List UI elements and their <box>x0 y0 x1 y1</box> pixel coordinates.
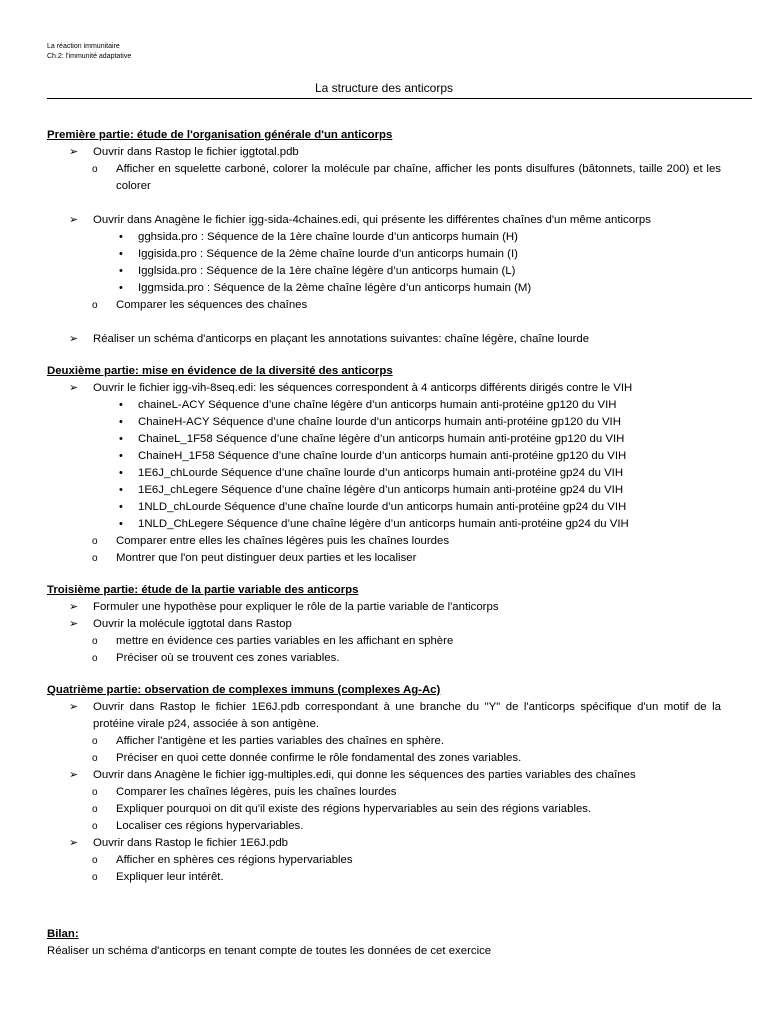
section-2 <box>47 363 721 567</box>
dot-bullet-icon: • <box>119 248 123 260</box>
section-1-title: Première partie: étude de l'organisation générale d'un anticorps <box>47 129 393 141</box>
list-item: • 1E6J_chLegere Séquence d’une chaîne légère d’un anticorps humain anti-protéine gp24 du VIH <box>47 482 721 499</box>
list-item: o Montrer que l'on peut distinguer deux parties et les localiser <box>47 550 721 567</box>
bilan-text: Réaliser un schéma d'anticorps en tenant compte de toutes les données de cet exercice <box>47 945 492 957</box>
arrow-bullet-icon: ➢ <box>69 701 79 713</box>
section-4 <box>47 682 721 886</box>
list-item: o Expliquer pourquoi on dit qu'il existe des régions hypervariables au sein des régions variables. <box>47 801 721 818</box>
circle-bullet-icon: o <box>92 300 98 311</box>
dot-bullet-icon: • <box>119 484 123 496</box>
list-item: ➢ Ouvrir dans Anagène le fichier igg-sida-4chaines.edi, qui présente les différentes chaînes d'un même anticorps <box>47 212 721 229</box>
list-item: ➢ Ouvrir dans Anagène le fichier igg-multiples.edi, qui donne les séquences des parties variables des chaînes <box>47 767 721 784</box>
arrow-bullet-icon: ➢ <box>69 333 79 345</box>
arrow-bullet-icon: ➢ <box>69 146 79 158</box>
list-item: o Préciser en quoi cette donnée confirme le rôle fondamental des zones variables. <box>47 750 721 767</box>
header-course: La réaction immunitaire <box>47 43 120 50</box>
section-3 <box>47 582 721 667</box>
circle-bullet-icon: o <box>92 636 98 647</box>
list-item: • Igglsida.pro : Séquence de la 1ère chaîne légère d’un anticorps humain (L) <box>47 263 721 280</box>
list-item: • ChaineH-ACY Séquence d’une chaîne lourde d’un anticorps humain anti-protéine gp120 du VIH <box>47 414 721 431</box>
dot-bullet-icon: • <box>119 399 123 411</box>
arrow-bullet-icon: ➢ <box>69 382 79 394</box>
list-item: ➢ Ouvrir dans Rastop le fichier 1E6J.pdb <box>47 835 721 852</box>
list-item: • chaineL-ACY Séquence d’une chaîne légère d’un anticorps humain anti-protéine gp120 du VIH <box>47 397 721 414</box>
circle-bullet-icon: o <box>92 787 98 798</box>
dot-bullet-icon: • <box>119 265 123 277</box>
list-item: ➢ Ouvrir dans Rastop le fichier 1E6J.pdb correspondant à une branche du "Y" de l'anticorps spécifique d'un motif de la protéine virale p24, associée à son antigène. <box>69 701 721 730</box>
arrow-bullet-icon: ➢ <box>69 601 79 613</box>
list-item: o Comparer les séquences des chaînes <box>47 297 721 314</box>
list-item: ➢ Formuler une hypothèse pour expliquer le rôle de la partie variable de l'anticorps <box>47 599 721 616</box>
list-item: • ChaineL_1F58 Séquence d’une chaîne légère d’un anticorps humain anti-protéine gp120 du VIH <box>47 431 721 448</box>
list-item: o Comparer entre elles les chaînes légères puis les chaînes lourdes <box>47 533 721 550</box>
dot-bullet-icon: • <box>119 450 123 462</box>
dot-bullet-icon: • <box>119 282 123 294</box>
section-4-title: Quatrième partie: observation de complexes immuns (complexes Ag-Ac) <box>47 684 441 696</box>
bilan-section <box>47 926 721 960</box>
dot-bullet-icon: • <box>119 501 123 513</box>
circle-bullet-icon: o <box>92 821 98 832</box>
dot-bullet-icon: • <box>119 416 123 428</box>
list-item: • Iggisida.pro : Séquence de la 2ème chaîne lourde d’un anticorps humain (I) <box>47 246 721 263</box>
arrow-bullet-icon: ➢ <box>69 837 79 849</box>
section-2-title: Deuxième partie: mise en évidence de la diversité des anticorps <box>47 365 393 377</box>
dot-bullet-icon: • <box>119 518 123 530</box>
list-item: o mettre en évidence ces parties variables en les affichant en sphère <box>47 633 721 650</box>
list-item: ➢ Ouvrir dans Rastop le fichier iggtotal.pdb <box>47 144 721 161</box>
list-item: o Afficher l'antigène et les parties variables des chaînes en sphère. <box>47 733 721 750</box>
dot-bullet-icon: • <box>119 433 123 445</box>
arrow-bullet-icon: ➢ <box>69 618 79 630</box>
arrow-bullet-icon: ➢ <box>69 214 79 226</box>
circle-bullet-icon: o <box>92 804 98 815</box>
list-item: ➢ Ouvrir le fichier igg-vih-8seq.edi: les séquences correspondent à 4 anticorps différents dirigés contre le VIH <box>47 380 721 397</box>
list-item: • Iggmsida.pro : Séquence de la 2ème chaîne légère d’un anticorps humain (M) <box>47 280 721 297</box>
title-divider <box>47 98 752 99</box>
list-item: • gghsida.pro : Séquence de la 1ère chaîne lourde d’un anticorps humain (H) <box>47 229 721 246</box>
list-item: ➢ Réaliser un schéma d'anticorps en plaçant les annotations suivantes: chaîne légère, chaîne lourde <box>47 331 721 348</box>
list-item: o Afficher en squelette carboné, colorer la molécule par chaîne, afficher les ponts disulfures (bâtonnets, taille 200) et les colorer <box>92 163 721 192</box>
circle-bullet-icon: o <box>92 653 98 664</box>
dot-bullet-icon: • <box>119 231 123 243</box>
circle-bullet-icon: o <box>92 553 98 564</box>
list-item: ➢ Ouvrir la molécule iggtotal dans Rastop <box>47 616 721 633</box>
list-item: • 1E6J_chLourde Séquence d’une chaîne lourde d’un anticorps humain anti-protéine gp24 du VIH <box>47 465 721 482</box>
circle-bullet-icon: o <box>92 855 98 866</box>
circle-bullet-icon: o <box>92 536 98 547</box>
document-body <box>47 127 721 960</box>
list-item: o Expliquer leur intérêt. <box>47 869 721 886</box>
list-item: • 1NLD_ChLegere Séquence d’une chaîne légère d’un anticorps humain anti-protéine gp24 du VIH <box>47 516 721 533</box>
list-item: • 1NLD_chLourde Séquence d’une chaîne lourde d’un anticorps humain anti-protéine gp24 du VIH <box>47 499 721 516</box>
list-item: o Comparer les chaînes légères, puis les chaînes lourdes <box>47 784 721 801</box>
section-3-title: Troisième partie: étude de la partie variable des anticorps <box>47 584 359 596</box>
section-1 <box>47 127 721 348</box>
dot-bullet-icon: • <box>119 467 123 479</box>
circle-bullet-icon: o <box>92 753 98 764</box>
circle-bullet-icon: o <box>92 164 98 175</box>
bilan-title: Bilan: <box>47 928 79 940</box>
page-title: La structure des anticorps <box>314 81 454 95</box>
list-item: • ChaineH_1F58 Séquence d’une chaîne lourde d’un anticorps humain anti-protéine gp120 du VIH <box>47 448 721 465</box>
arrow-bullet-icon: ➢ <box>69 769 79 781</box>
header-chapter: Ch.2: l'immunité adaptative <box>47 53 132 60</box>
circle-bullet-icon: o <box>92 736 98 747</box>
list-item: o Afficher en sphères ces régions hypervariables <box>47 852 721 869</box>
circle-bullet-icon: o <box>92 872 98 883</box>
list-item: o Préciser où se trouvent ces zones variables. <box>47 650 721 667</box>
list-item: o Localiser ces régions hypervariables. <box>47 818 721 835</box>
